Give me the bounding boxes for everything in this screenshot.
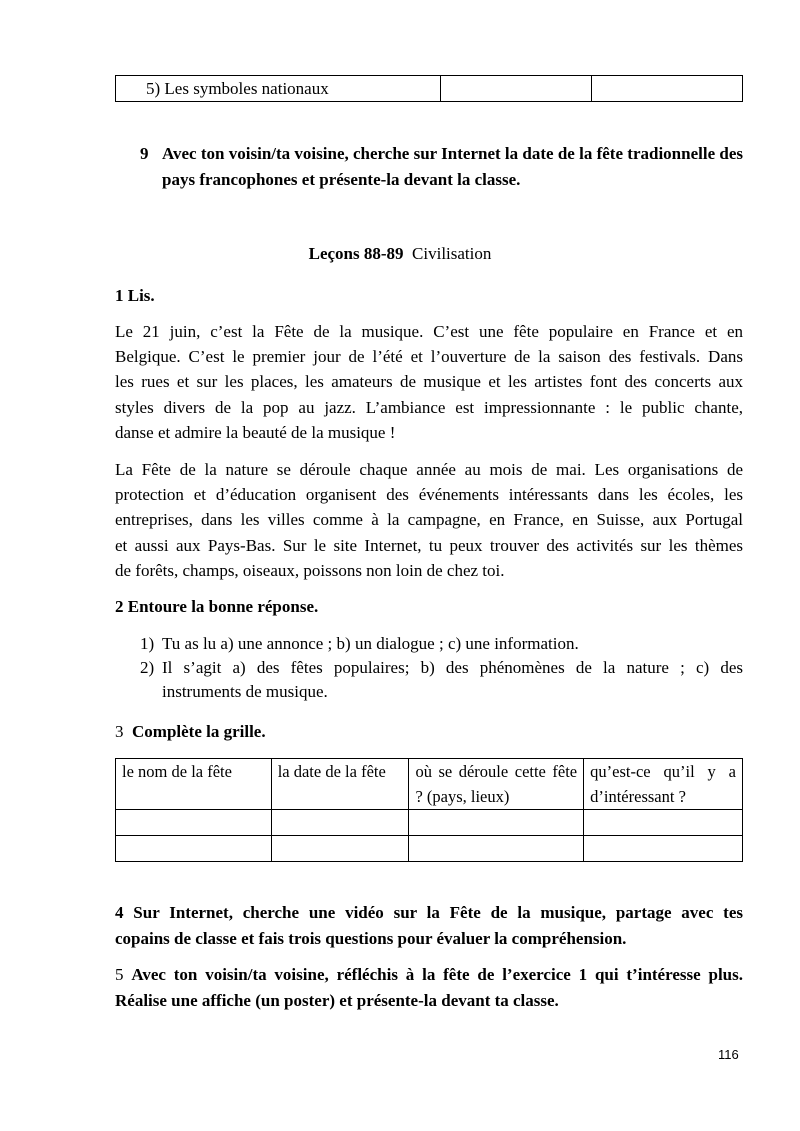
table-cell: 5) Les symboles nationaux xyxy=(116,76,441,102)
exercise-9 xyxy=(140,141,743,193)
table-row xyxy=(116,810,743,836)
exercise-3-heading xyxy=(115,721,266,743)
paragraph-line: danse et admire la beauté de la musique ! xyxy=(115,422,396,442)
lesson-number: Leçons 88-89 xyxy=(308,244,404,263)
paragraph-line: entreprises, dans les villes comme à la campagne, en France, en Suisse, aux Portugal xyxy=(115,510,743,530)
exercise-number: 5 xyxy=(115,965,124,984)
exercise-instruction: Complète la grille. xyxy=(132,722,266,741)
grid-cell[interactable] xyxy=(271,810,409,836)
paragraph-line: Le 21 juin, c’est la Fête de la musique. C’est une fête populaire en France et en xyxy=(115,322,743,341)
exercise-2-heading: 2 Entoure la bonne réponse. xyxy=(115,597,319,616)
exercise-number: 9 xyxy=(140,144,149,163)
exercise-instruction: Avec ton voisin/ta voisine, cherche sur Internet la date de la fête tradionnelle des pays francophones et présente-la devant la classe. xyxy=(162,144,743,189)
lesson-topic: Civilisation xyxy=(412,244,492,263)
item-text: Tu as lu a) une annonce ; b) un dialogue ; c) une information. xyxy=(162,634,579,653)
table-cell xyxy=(592,76,743,102)
exercise-4 xyxy=(115,900,743,952)
item-number: 2) xyxy=(140,658,155,677)
item-number: 1) xyxy=(140,634,155,653)
grid-cell[interactable] xyxy=(116,836,272,862)
festival-grid-table xyxy=(115,758,743,862)
grid-cell[interactable] xyxy=(584,836,743,862)
grid-cell[interactable] xyxy=(271,836,409,862)
paragraph-line: les rues et sur les places, les amateurs de musique et les artistes font des concerts aux xyxy=(115,372,743,392)
reading-paragraph-nature xyxy=(115,457,743,583)
table-header-row xyxy=(116,759,743,810)
multiple-choice-list xyxy=(140,632,743,704)
exercise-line xyxy=(115,962,743,988)
column-header-name: le nom de la fête xyxy=(116,759,272,810)
exercise-number: 3 xyxy=(115,722,124,741)
grid-cell[interactable] xyxy=(409,836,584,862)
exercise-instruction: Avec ton voisin/ta voisine, réfléchis à la fête de l’exercice 1 qui t’intéresse plus. xyxy=(131,965,743,984)
table-row xyxy=(116,836,743,862)
column-header-date: la date de la fête xyxy=(271,759,409,810)
reading-paragraph-music xyxy=(115,319,743,445)
column-header-interest: qu’est-ce qu’il y a d’intéressant ? xyxy=(584,759,743,810)
exercise-line: 4 Sur Internet, cherche une vidéo sur la Fête de la musique, partage avec tes xyxy=(115,903,743,922)
page-number: 116 xyxy=(718,1047,739,1062)
grid-cell[interactable] xyxy=(584,810,743,836)
paragraph-line: Belgique. C’est le premier jour de l’été et l’ouverture de la saison des festivals. Dans xyxy=(115,347,743,367)
list-item xyxy=(140,656,743,704)
list-item xyxy=(140,632,743,656)
paragraph-line: La Fête de la nature se déroule chaque année au mois de mai. Les organisations de xyxy=(115,460,743,479)
national-symbols-table xyxy=(115,75,743,102)
paragraph-line: de forêts, champs, oiseaux, poissons non loin de chez toi. xyxy=(115,560,505,580)
table-cell xyxy=(441,76,592,102)
exercise-1-heading: 1 Lis. xyxy=(115,286,155,305)
paragraph-line: protection et d’éducation organisent des événements intéressants dans les écoles, les xyxy=(115,485,743,505)
grid-cell[interactable] xyxy=(116,810,272,836)
paragraph-line: et aussi aux Pays-Bas. Sur le site Internet, tu peux trouver des activités sur les thèmes xyxy=(115,535,743,555)
item-text-continued: instruments de musique. xyxy=(162,682,328,701)
item-text: Il s’agit a) des fêtes populaires; b) des phénomènes de la nature ; c) des xyxy=(162,658,743,677)
lesson-title xyxy=(0,243,800,265)
grid-cell[interactable] xyxy=(409,810,584,836)
exercise-line: copains de classe et fais trois questions pour évaluer la compréhension. xyxy=(115,929,627,948)
column-header-place: où se déroule cette fête ? (pays, lieux) xyxy=(409,759,584,810)
paragraph-line: styles divers de la pop au jazz. L’ambiance est impressionnante : le public chante, xyxy=(115,397,743,417)
table-row xyxy=(116,76,743,102)
exercise-line: Réalise une affiche (un poster) et présente-la devant ta classe. xyxy=(115,991,559,1010)
exercise-5 xyxy=(115,962,743,1014)
